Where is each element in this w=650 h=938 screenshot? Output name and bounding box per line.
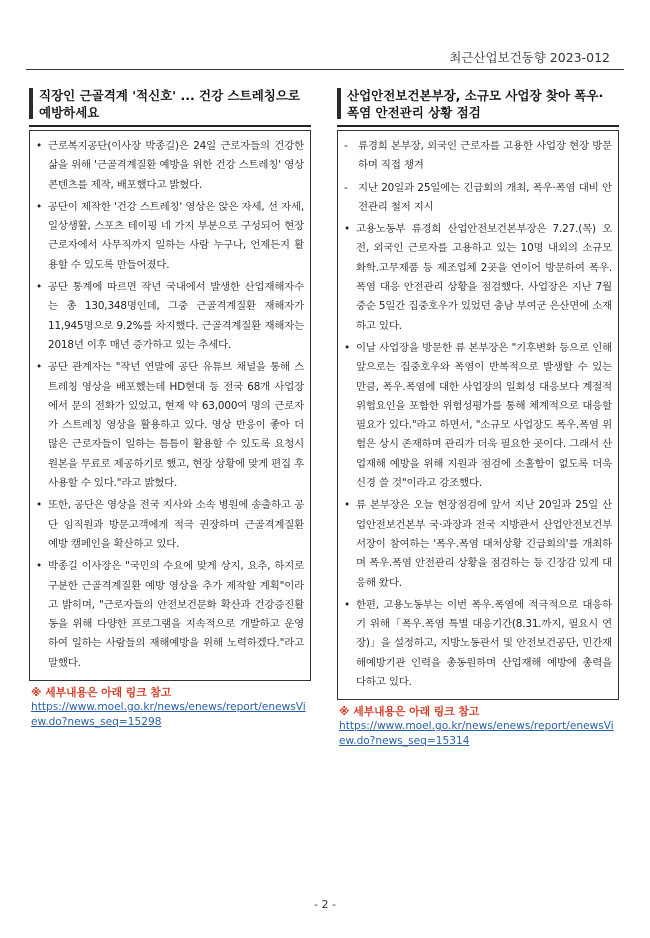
list-item: • 이날 사업장을 방문한 류 본부장은 "기후변화 등으로 인해 앞으로는 집중호우와 폭염이 반복적으로 발생할 수 있는 만큼, 폭우.폭염에 대한 사업장의 일회성 대응보다 계절적 위험요인을 포함한 위험성평가를 통해 체계적으로 대응할 필요가 있다."라고 하면서, "소규모 사업장도 폭우.폭염 위험은 상시 존재하며 관리가 더욱 필요한 곳이다. 그래서 산업재해 예방을 위해 지원과 점검에 소홀함이 없도록 더욱 신경 쓸 것"이라고 강조했다.	[344, 341, 612, 490]
list-item: • 공단 통계에 따르면 작년 국내에서 발생한 산업재해자수는 총 130,348명인데, 그중 근골격계질환 재해자가 11,945명으로 9.2%를 차지했다. 근골격계질환 재해자는 2018년 이후 매년 증가하고 있는 추세다.	[36, 281, 304, 351]
right-reference-link[interactable]: https://www.moel.go.kr/news/enews/report/enewsView.do?news_seq=15314	[339, 720, 614, 748]
left-reference-label: ※ 세부내용은 아래 링크 참고	[31, 686, 172, 700]
list-item: • 근로복지공단(이사장 박종길)은 24일 근로자들의 건강한 삶을 위해 '근골격계질환 예방을 위한 건강 스트레칭' 영상 콘텐츠를 제작, 배포했다고 밝혔다.	[36, 140, 304, 191]
left-article-body	[29, 130, 311, 681]
list-item: • 고용노동부 류경희 산업안전보건본부장은 7.27.(목) 오전, 외국인 근로자를 고용하고 있는 10명 내외의 소규모 화학.고무제품 등 제조업체 2곳을 연이어 방문하여 폭우.폭염 대응 안전관리 상황을 점검했다. 사업장은 지난 7월 중순 5일간 집중호우가 있었던 충남 부여군 은산면에 소재하고 있다.	[344, 223, 612, 332]
sub-list-item: - 지난 20일과 25일에는 긴급회의 개최, 폭우·폭염 대비 안전관리 철저 지시	[344, 181, 612, 213]
list-item: • 류 본부장은 오늘 현장점검에 앞서 지난 20일과 25일 산업안전보건본부 국·과장과 전국 지방관서 산업안전보건부서장이 참여하는 '폭우.폭염 대처상황 긴급회의'를 개최하며 폭우.폭염 안전관리 상황을 점검하는 등 긴장감 있게 대응해 왔다.	[344, 499, 612, 589]
page-header: 최근산업보건동향 2023-012	[449, 50, 610, 65]
page-number: - 2 -	[314, 898, 336, 911]
list-item: • 공단 관계자는 "작년 연말에 공단 유튜브 채널을 통해 스트레칭 영상을 배포했는데 HD현대 등 전국 68개 사업장에서 문의 전화가 있었고, 현재 약 63,000여 명의 근로자가 스트레칭 영상을 활용하고 있다. 영상 반응이 좋아 더 많은 근로자들이 일하는 틈틈이 활용할 수 있도록 요청시 원본을 무료로 제공하기로 했고, 현장 상황에 맞게 편집 후 사용할 수 있다."라고 밝혔다.	[36, 361, 304, 490]
left-article-title: 직장인 근골격계 '적신호' ... 건강 스트레칭으로 예방하세요	[29, 84, 311, 127]
list-item: • 박종길 이사장은 "국민의 수요에 맞게 상지, 요추, 하지로 구분한 근골격계질환 예방 영상을 추가 제작할 계획"이라고 밝히며, "근로자들의 안전보건문화 확산과 건강증진활동을 위해 다양한 프로그램을 지속적으로 개발하고 운영하여 일하는 사람들의 재해예방을 위해 노력하겠다."라고 말했다.	[36, 560, 304, 669]
right-reference-label: ※ 세부내용은 아래 링크 참고	[339, 705, 480, 719]
list-item: • 또한, 공단은 영상을 전국 지사와 소속 병원에 송출하고 공단 임직원과 방문고객에게 적극 권장하며 근골격계질환 예방 캠페인을 확산하고 있다.	[36, 499, 304, 550]
header-divider	[26, 69, 624, 70]
sub-list-item: - 류경희 본부장, 외국인 근로자를 고용한 사업장 현장 방문하며 직접 챙겨	[344, 140, 612, 172]
right-article-body	[337, 130, 619, 700]
list-item: • 공단이 제작한 '건강 스트레칭' 영상은 앉은 자세, 선 자세, 일상생활, 스포츠 테이핑 네 가지 부분으로 구성되어 현장 근로자에서 사무직까지 일하는 사람 누구나, 언제든지 활용할 수 있도록 만들어졌다.	[36, 200, 304, 271]
left-article	[29, 84, 311, 730]
left-reference-link[interactable]: https://www.moel.go.kr/news/enews/report/enewsView.do?news_seq=15298	[31, 701, 306, 729]
list-item: • 한편, 고용노동부는 이번 폭우.폭염에 적극적으로 대응하기 위해「폭우.폭염 특별 대응기간(8.31.까지, 필요시 연장)」을 설정하고, 지방노동관서 및 안전보건공단, 민간재해예방기관 인력을 총동원하며 산업재해 예방에 총력을 다하고 있다.	[344, 598, 612, 689]
right-article-title: 산업안전보건본부장, 소규모 사업장 찾아 폭우·폭염 안전관리 상황 점검	[337, 84, 619, 127]
right-article	[337, 84, 619, 749]
